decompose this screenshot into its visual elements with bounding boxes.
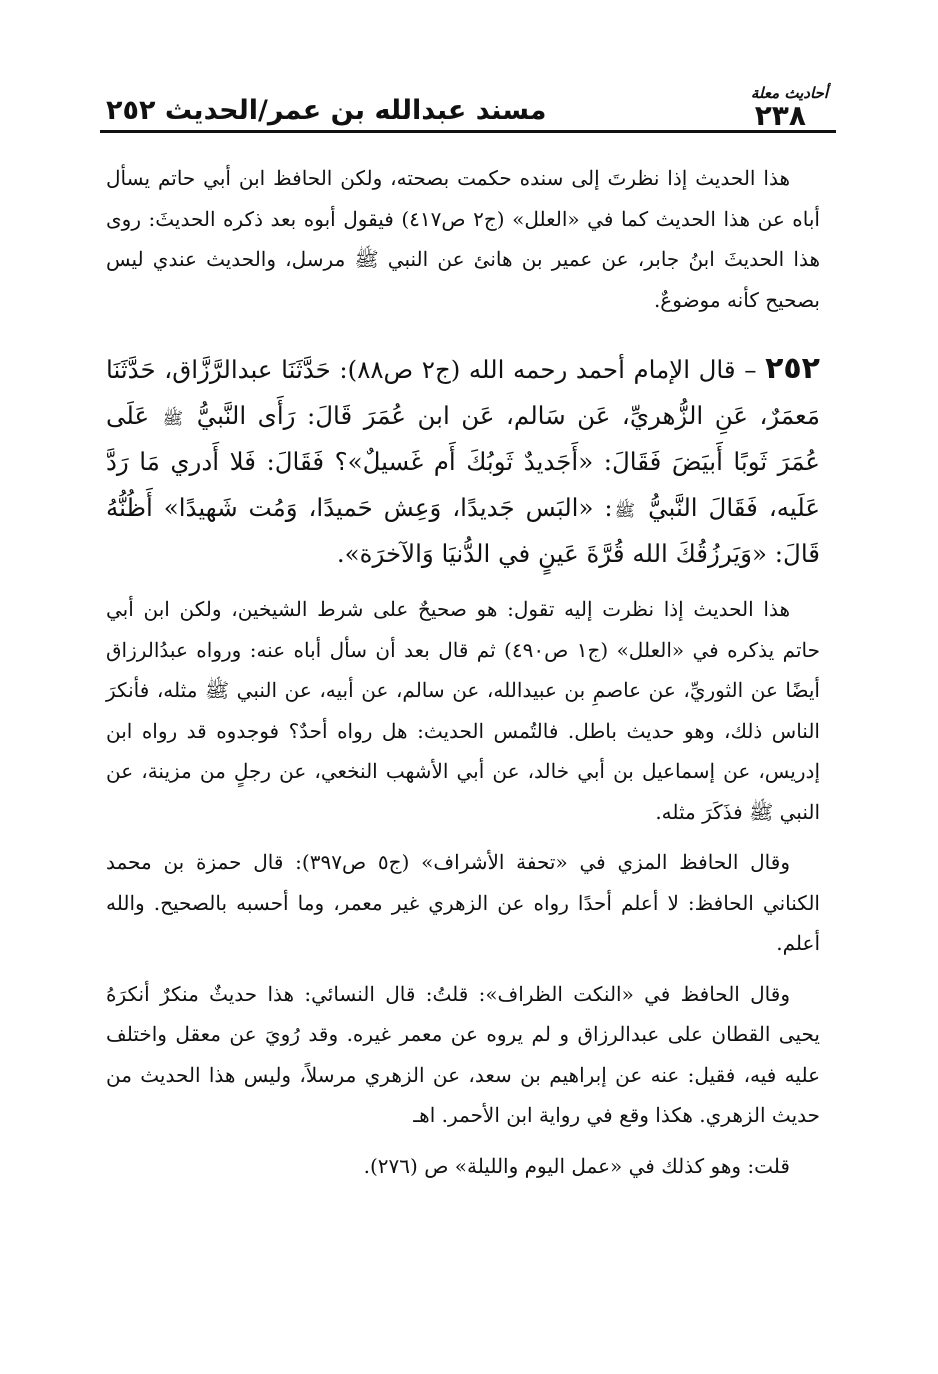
commentary-paragraph: قلت: وهو كذلك في «عمل اليوم والليلة» ص (٢٧٦). xyxy=(363,1153,790,1178)
header-rule xyxy=(100,130,836,133)
page-body xyxy=(106,158,820,1186)
salawat-symbol-icon: ﷺ xyxy=(162,409,184,429)
commentary-paragraph: هذا الحديث إذا نظرتَ إلى سنده حكمت بصحته، ولكن الحافظ ابن أبي حاتم يسأل أباه عن هذا الحديث كما في «العلل» (ج٢ ص٤١٧) فيقول أبوه بعد ذكره الحديثَ: روى هذا الحديثَ ابنُ جابر، عن عمير بن هانئ عن النبي ﷺ مرسل، والحديث عندي ليس بصحيح كأنه موضوعٌ. xyxy=(106,166,820,312)
hadith-number: ٢٥٢ xyxy=(765,351,820,386)
commentary-paragraph: وقال الحافظ المزي في «تحفة الأشراف» (ج٥ ص٣٩٧): قال حمزة بن محمد الكناني الحافظ: لا أعلم أحدًا رواه عن الزهري غير معمر، وما أحسبه بالصحيح. والله أعلم. xyxy=(106,850,820,955)
running-title: مسند عبدالله بن عمر/الحديث ٢٥٢ xyxy=(106,95,547,126)
commentary-paragraph: هذا الحديث إذا نظرت إليه تقول: هو صحيحٌ على شرط الشيخين، ولكن ابن أبي حاتم يذكره في «العلل» (ج١ ص٤٩٠) ثم قال بعد أن سأل أباه عنه: ورواه عبدُالرزاق أيضًا عن الثوريِّ، عن عاصمِ بن عبيدالله، عن سالم، عن أبيه، عن النبي ﷺ مثله، فأنكرَ الناس ذلك، وهو حديث باطل. فالتُمس الحديث: هل رواه أحدٌ؟ فوجدوه قد رواه ابن إدريس، عن إسماعيل بن أبي خالد، عن أبي الأشهب النخعي، عن رجلٍ من مزينة، عن النبي ﷺ فذَكَرَ مثله. xyxy=(106,597,820,824)
commentary-paragraph: وقال الحافظ في «النكت الظراف»: قلتُ: قال النسائي: هذا حديثٌ منكرٌ أنكرَهُ يحيى القطان على عبدالرزاق و لم يروه عن معمر غيره. وقد رُويَ عن معقل واختلف عليه فيه، فقيل: عنه عن إبراهيم بن سعد، عن الزهري مرسلاً، وليس هذا الحديث من حديث الزهري. هكذا وقع في رواية ابن الأحمر. اهـ xyxy=(106,981,820,1127)
salawat-symbol-icon: ﷺ xyxy=(614,501,636,521)
hadith-text xyxy=(106,346,820,577)
hadith-middle: عَلَى عُمَرَ ثَوبًا أَبيَضَ فَقَالَ: «أَجَديدٌ ثَوبُكَ أَم غَسيلٌ»؟ فَقَالَ: فَلا أَدري مَا رَدَّ عَلَيه، فَقَالَ النَّبيُّ xyxy=(106,401,820,522)
book-title-mark: أحاديث معلة xyxy=(750,84,828,102)
page-number: ٢٣٨ xyxy=(754,99,806,132)
hadith-intro: – قال الإمام أحمد رحمه الله (ج٢ ص٨٨): حَدَّثَنَا عبدالرَّزَّاق، حَدَّثَنَا مَعمَرٌ، عَنِ الزُّهريِّ، عَن سَالم، عَن ابن عُمَرَ قَالَ: رَأَى النَّبيُّ xyxy=(106,355,820,430)
page-header xyxy=(100,84,836,134)
hadith-end: : «البَس جَديدًا، وَعِش حَميدًا، وَمُت شَهيدًا» أَظُنُّهُ قَالَ: «وَيَرزُقُكَ الله قُرَّةَ عَينٍ في الدُّنيَا وَالآخرَة». xyxy=(106,493,820,568)
